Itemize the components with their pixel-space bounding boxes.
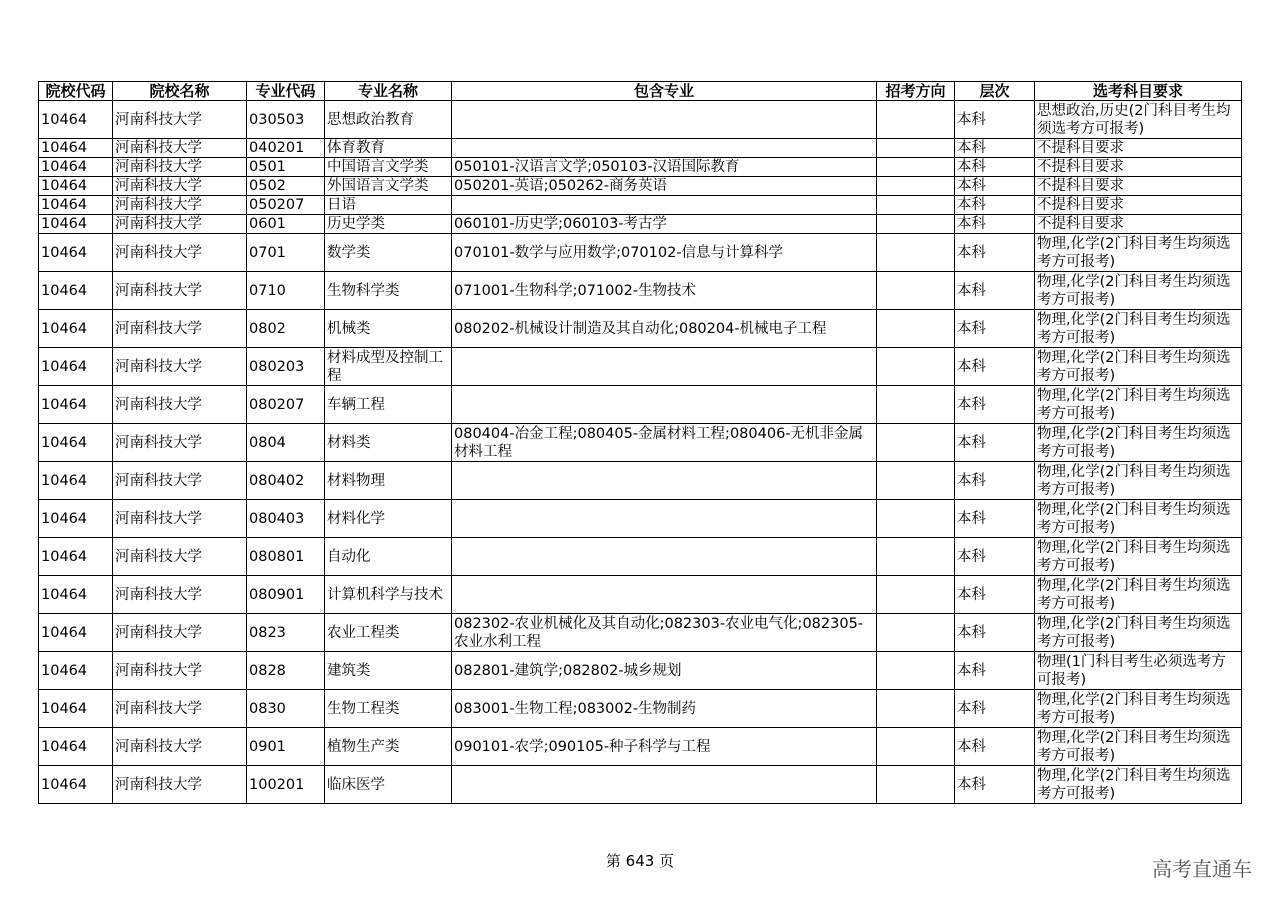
- school-name-cell: 河南科技大学: [113, 424, 247, 462]
- level-cell: 本科: [955, 728, 1035, 766]
- subject-requirements-cell: 物理,化学(2门科目考生均须选考方可报考): [1035, 310, 1242, 348]
- school-name-cell: 河南科技大学: [113, 386, 247, 424]
- major-name-cell: 机械类: [325, 310, 452, 348]
- subject-requirements-cell: 物理,化学(2门科目考生均须选考方可报考): [1035, 424, 1242, 462]
- major-code-cell: 080901: [247, 576, 325, 614]
- school-code-cell: 10464: [39, 386, 113, 424]
- school-name-cell: 河南科技大学: [113, 234, 247, 272]
- school-code-cell: 10464: [39, 424, 113, 462]
- level-cell: 本科: [955, 462, 1035, 500]
- school-name-cell: 河南科技大学: [113, 348, 247, 386]
- included-majors-cell: 080404-冶金工程;080405-金属材料工程;080406-无机非金属材料工程: [452, 424, 877, 462]
- major-name-cell: 数学类: [325, 234, 452, 272]
- direction-cell: [877, 538, 955, 576]
- school-code-cell: 10464: [39, 690, 113, 728]
- level-cell: 本科: [955, 614, 1035, 652]
- school-name-cell: 河南科技大学: [113, 728, 247, 766]
- school-name-cell: 河南科技大学: [113, 500, 247, 538]
- included-majors-cell: [452, 196, 877, 215]
- major-name-cell: 材料类: [325, 424, 452, 462]
- major-code-cell: 100201: [247, 766, 325, 804]
- level-cell: 本科: [955, 177, 1035, 196]
- subject-requirements-cell: 不提科目要求: [1035, 139, 1242, 158]
- school-code-cell: 10464: [39, 500, 113, 538]
- major-code-cell: 0502: [247, 177, 325, 196]
- level-cell: 本科: [955, 500, 1035, 538]
- header-row: [39, 82, 1242, 101]
- major-code-cell: 080203: [247, 348, 325, 386]
- subject-requirements-cell: 物理,化学(2门科目考生均须选考方可报考): [1035, 234, 1242, 272]
- table-row: [39, 348, 1242, 386]
- header-subject-requirements: 选考科目要求: [1035, 82, 1242, 101]
- subject-requirements-cell: 不提科目要求: [1035, 215, 1242, 234]
- included-majors-cell: [452, 386, 877, 424]
- major-name-cell: 外国语言文学类: [325, 177, 452, 196]
- level-cell: 本科: [955, 101, 1035, 139]
- table-row: [39, 766, 1242, 804]
- major-code-cell: 0828: [247, 652, 325, 690]
- direction-cell: [877, 614, 955, 652]
- school-code-cell: 10464: [39, 766, 113, 804]
- school-name-cell: 河南科技大学: [113, 139, 247, 158]
- major-name-cell: 历史学类: [325, 215, 452, 234]
- major-name-cell: 自动化: [325, 538, 452, 576]
- subject-requirements-cell: 物理,化学(2门科目考生均须选考方可报考): [1035, 500, 1242, 538]
- table-row: [39, 139, 1242, 158]
- major-name-cell: 农业工程类: [325, 614, 452, 652]
- subject-requirements-cell: 物理,化学(2门科目考生均须选考方可报考): [1035, 728, 1242, 766]
- subject-requirements-cell: 不提科目要求: [1035, 177, 1242, 196]
- level-cell: 本科: [955, 538, 1035, 576]
- subject-requirements-cell: 物理,化学(2门科目考生均须选考方可报考): [1035, 614, 1242, 652]
- major-name-cell: 车辆工程: [325, 386, 452, 424]
- school-name-cell: 河南科技大学: [113, 766, 247, 804]
- table-row: [39, 177, 1242, 196]
- level-cell: 本科: [955, 234, 1035, 272]
- direction-cell: [877, 310, 955, 348]
- subject-requirements-cell: 物理,化学(2门科目考生均须选考方可报考): [1035, 348, 1242, 386]
- table-row: [39, 158, 1242, 177]
- school-name-cell: 河南科技大学: [113, 652, 247, 690]
- major-name-cell: 体育教育: [325, 139, 452, 158]
- school-code-cell: 10464: [39, 101, 113, 139]
- major-code-cell: 050207: [247, 196, 325, 215]
- school-name-cell: 河南科技大学: [113, 272, 247, 310]
- table-row: [39, 215, 1242, 234]
- major-code-cell: 0802: [247, 310, 325, 348]
- school-code-cell: 10464: [39, 538, 113, 576]
- school-code-cell: 10464: [39, 728, 113, 766]
- table-row: [39, 538, 1242, 576]
- admission-table: [38, 81, 1242, 804]
- direction-cell: [877, 690, 955, 728]
- table-row: [39, 500, 1242, 538]
- school-code-cell: 10464: [39, 310, 113, 348]
- school-name-cell: 河南科技大学: [113, 614, 247, 652]
- included-majors-cell: [452, 462, 877, 500]
- school-name-cell: 河南科技大学: [113, 177, 247, 196]
- included-majors-cell: 090101-农学;090105-种子科学与工程: [452, 728, 877, 766]
- school-name-cell: 河南科技大学: [113, 576, 247, 614]
- school-name-cell: 河南科技大学: [113, 101, 247, 139]
- major-name-cell: 日语: [325, 196, 452, 215]
- school-code-cell: 10464: [39, 234, 113, 272]
- subject-requirements-cell: 思想政治,历史(2门科目考生均须选考方可报考): [1035, 101, 1242, 139]
- direction-cell: [877, 424, 955, 462]
- major-code-cell: 0804: [247, 424, 325, 462]
- school-name-cell: 河南科技大学: [113, 310, 247, 348]
- major-name-cell: 植物生产类: [325, 728, 452, 766]
- school-name-cell: 河南科技大学: [113, 158, 247, 177]
- header-level: 层次: [955, 82, 1035, 101]
- table-row: [39, 310, 1242, 348]
- subject-requirements-cell: 不提科目要求: [1035, 196, 1242, 215]
- major-name-cell: 材料化学: [325, 500, 452, 538]
- major-code-cell: 0830: [247, 690, 325, 728]
- major-name-cell: 计算机科学与技术: [325, 576, 452, 614]
- table-row: [39, 272, 1242, 310]
- school-code-cell: 10464: [39, 158, 113, 177]
- school-name-cell: 河南科技大学: [113, 538, 247, 576]
- page-number: 第 643 页: [605, 852, 675, 870]
- header-school-code: 院校代码: [39, 82, 113, 101]
- included-majors-cell: 082302-农业机械化及其自动化;082303-农业电气化;082305-农业水利工程: [452, 614, 877, 652]
- school-code-cell: 10464: [39, 215, 113, 234]
- included-majors-cell: 070101-数学与应用数学;070102-信息与计算科学: [452, 234, 877, 272]
- level-cell: 本科: [955, 139, 1035, 158]
- table-row: [39, 462, 1242, 500]
- major-code-cell: 0501: [247, 158, 325, 177]
- major-code-cell: 080402: [247, 462, 325, 500]
- table-row: [39, 386, 1242, 424]
- school-name-cell: 河南科技大学: [113, 215, 247, 234]
- school-code-cell: 10464: [39, 576, 113, 614]
- table-row: [39, 424, 1242, 462]
- header-major-name: 专业名称: [325, 82, 452, 101]
- direction-cell: [877, 177, 955, 196]
- included-majors-cell: 050201-英语;050262-商务英语: [452, 177, 877, 196]
- school-code-cell: 10464: [39, 139, 113, 158]
- major-name-cell: 中国语言文学类: [325, 158, 452, 177]
- direction-cell: [877, 462, 955, 500]
- watermark-logo-text: 高考直通车: [1152, 857, 1252, 881]
- major-code-cell: 080801: [247, 538, 325, 576]
- direction-cell: [877, 386, 955, 424]
- school-code-cell: 10464: [39, 348, 113, 386]
- major-name-cell: 材料成型及控制工程: [325, 348, 452, 386]
- level-cell: 本科: [955, 424, 1035, 462]
- level-cell: 本科: [955, 310, 1035, 348]
- included-majors-cell: [452, 576, 877, 614]
- header-major-code: 专业代码: [247, 82, 325, 101]
- direction-cell: [877, 196, 955, 215]
- level-cell: 本科: [955, 215, 1035, 234]
- level-cell: 本科: [955, 652, 1035, 690]
- direction-cell: [877, 348, 955, 386]
- included-majors-cell: [452, 348, 877, 386]
- subject-requirements-cell: 物理,化学(2门科目考生均须选考方可报考): [1035, 462, 1242, 500]
- subject-requirements-cell: 物理,化学(2门科目考生均须选考方可报考): [1035, 386, 1242, 424]
- direction-cell: [877, 139, 955, 158]
- major-code-cell: 040201: [247, 139, 325, 158]
- level-cell: 本科: [955, 272, 1035, 310]
- direction-cell: [877, 576, 955, 614]
- direction-cell: [877, 652, 955, 690]
- subject-requirements-cell: 物理,化学(2门科目考生均须选考方可报考): [1035, 576, 1242, 614]
- major-code-cell: 0710: [247, 272, 325, 310]
- included-majors-cell: [452, 500, 877, 538]
- subject-requirements-cell: 物理,化学(2门科目考生均须选考方可报考): [1035, 538, 1242, 576]
- school-code-cell: 10464: [39, 272, 113, 310]
- major-name-cell: 思想政治教育: [325, 101, 452, 139]
- major-code-cell: 0901: [247, 728, 325, 766]
- table-row: [39, 728, 1242, 766]
- direction-cell: [877, 766, 955, 804]
- school-name-cell: 河南科技大学: [113, 462, 247, 500]
- included-majors-cell: [452, 139, 877, 158]
- level-cell: 本科: [955, 158, 1035, 177]
- major-code-cell: 0601: [247, 215, 325, 234]
- major-name-cell: 生物科学类: [325, 272, 452, 310]
- major-code-cell: 080207: [247, 386, 325, 424]
- major-code-cell: 030503: [247, 101, 325, 139]
- direction-cell: [877, 234, 955, 272]
- included-majors-cell: 083001-生物工程;083002-生物制药: [452, 690, 877, 728]
- school-name-cell: 河南科技大学: [113, 690, 247, 728]
- school-code-cell: 10464: [39, 177, 113, 196]
- major-name-cell: 生物工程类: [325, 690, 452, 728]
- table-row: [39, 614, 1242, 652]
- major-name-cell: 材料物理: [325, 462, 452, 500]
- level-cell: 本科: [955, 196, 1035, 215]
- header-direction: 招考方向: [877, 82, 955, 101]
- subject-requirements-cell: 物理,化学(2门科目考生均须选考方可报考): [1035, 690, 1242, 728]
- level-cell: 本科: [955, 576, 1035, 614]
- level-cell: 本科: [955, 766, 1035, 804]
- table-row: [39, 652, 1242, 690]
- included-majors-cell: 071001-生物科学;071002-生物技术: [452, 272, 877, 310]
- direction-cell: [877, 500, 955, 538]
- major-code-cell: 080403: [247, 500, 325, 538]
- direction-cell: [877, 728, 955, 766]
- major-code-cell: 0701: [247, 234, 325, 272]
- school-code-cell: 10464: [39, 614, 113, 652]
- subject-requirements-cell: 物理(1门科目考生必须选考方可报考): [1035, 652, 1242, 690]
- school-code-cell: 10464: [39, 462, 113, 500]
- table-row: [39, 196, 1242, 215]
- direction-cell: [877, 101, 955, 139]
- direction-cell: [877, 158, 955, 177]
- direction-cell: [877, 215, 955, 234]
- included-majors-cell: [452, 101, 877, 139]
- major-name-cell: 临床医学: [325, 766, 452, 804]
- major-name-cell: 建筑类: [325, 652, 452, 690]
- major-code-cell: 0823: [247, 614, 325, 652]
- subject-requirements-cell: 不提科目要求: [1035, 158, 1242, 177]
- subject-requirements-cell: 物理,化学(2门科目考生均须选考方可报考): [1035, 766, 1242, 804]
- table-row: [39, 234, 1242, 272]
- level-cell: 本科: [955, 386, 1035, 424]
- level-cell: 本科: [955, 690, 1035, 728]
- included-majors-cell: [452, 538, 877, 576]
- header-included-majors: 包含专业: [452, 82, 877, 101]
- table-body: [39, 101, 1242, 804]
- included-majors-cell: 082801-建筑学;082802-城乡规划: [452, 652, 877, 690]
- subject-requirements-cell: 物理,化学(2门科目考生均须选考方可报考): [1035, 272, 1242, 310]
- table-row: [39, 690, 1242, 728]
- school-name-cell: 河南科技大学: [113, 196, 247, 215]
- direction-cell: [877, 272, 955, 310]
- school-code-cell: 10464: [39, 196, 113, 215]
- included-majors-cell: 050101-汉语言文学;050103-汉语国际教育: [452, 158, 877, 177]
- header-school-name: 院校名称: [113, 82, 247, 101]
- included-majors-cell: [452, 766, 877, 804]
- included-majors-cell: 060101-历史学;060103-考古学: [452, 215, 877, 234]
- school-code-cell: 10464: [39, 652, 113, 690]
- level-cell: 本科: [955, 348, 1035, 386]
- included-majors-cell: 080202-机械设计制造及其自动化;080204-机械电子工程: [452, 310, 877, 348]
- table-row: [39, 101, 1242, 139]
- table-row: [39, 576, 1242, 614]
